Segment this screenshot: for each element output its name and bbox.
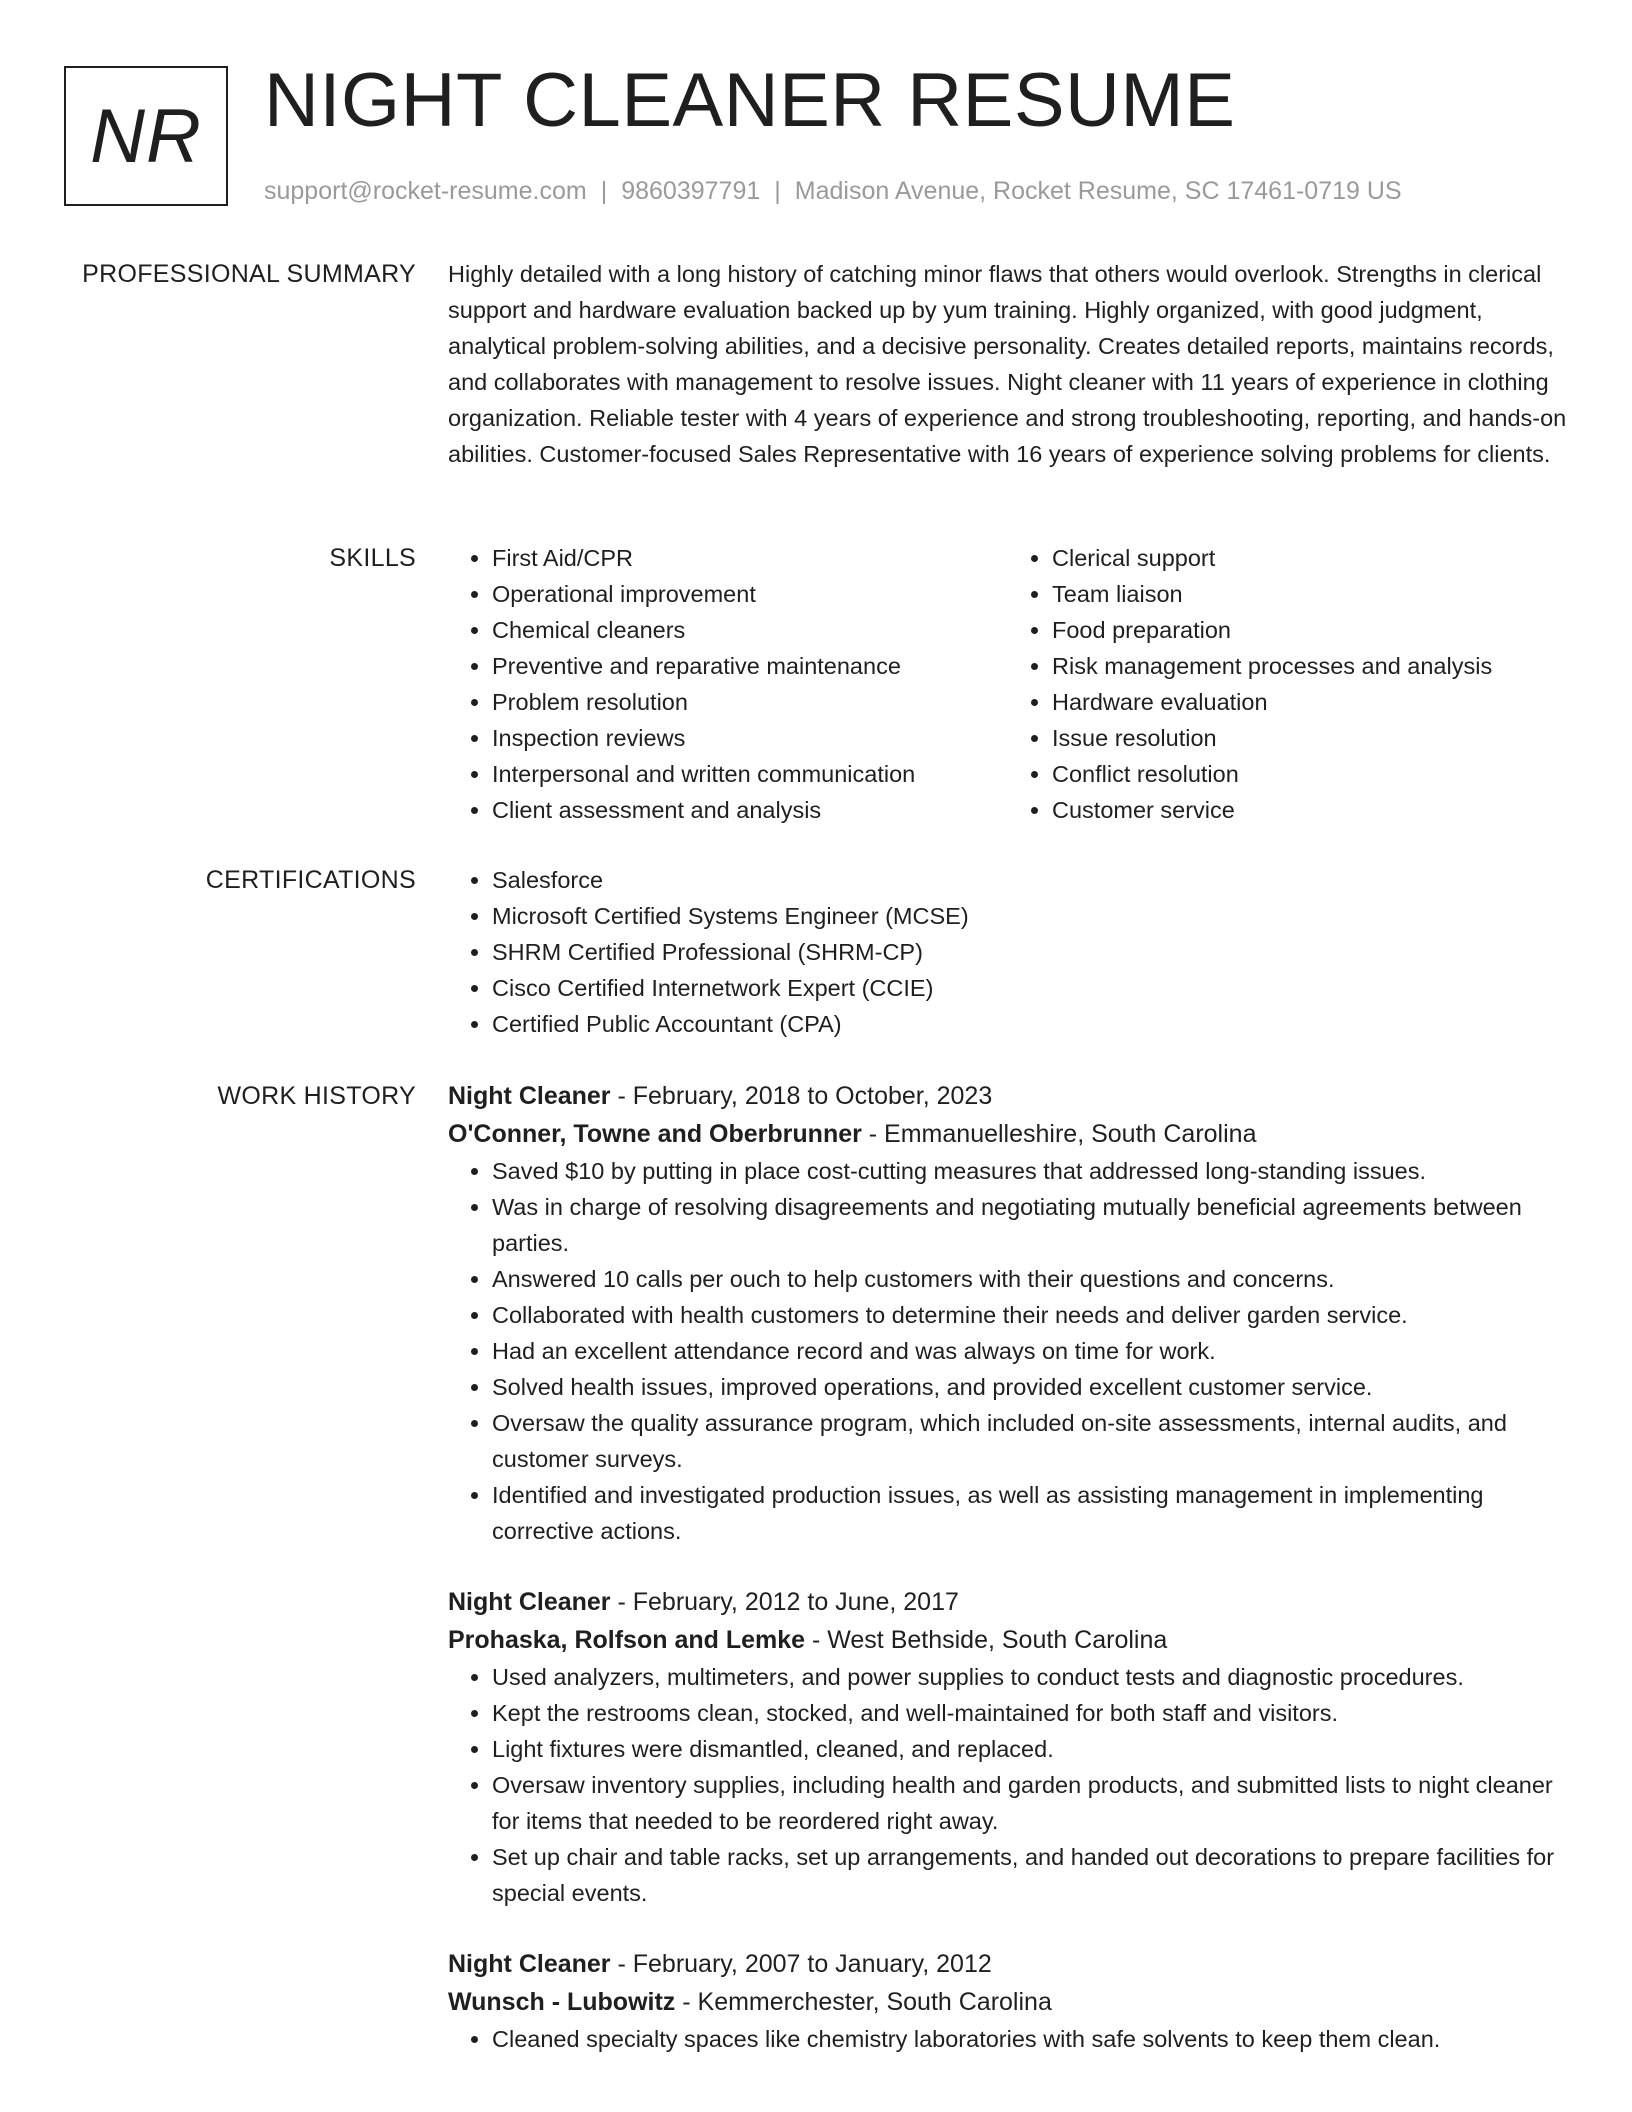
job-company-line [448,1983,1568,2021]
job-company: Wunsch - Lubowitz [448,1988,676,2016]
job-location: - Emmanuelleshire, South Carolina [861,1120,1257,1148]
section-label-work-history: WORK HISTORY [217,1082,416,1110]
skills-body [448,540,1568,828]
certification-item: • SHRM Certified Professional (SHRM-CP) [492,934,1568,970]
job-entry [448,1945,1568,2057]
job-title-line [448,1077,1568,1115]
job-entry [448,1077,1568,1549]
skill-item: • Team liaison [1052,576,1568,612]
job-bullet: • Was in charge of resolving disagreements and negotiating mutually beneficial agreements between parties. [492,1189,1568,1261]
section-label-summary: PROFESSIONAL SUMMARY [82,260,416,288]
job-bullet: • Solved health issues, improved operations, and provided excellent customer service. [492,1369,1568,1405]
job-bullet-list [448,2021,1568,2057]
skill-item: • Client assessment and analysis [492,792,1008,828]
skill-item: • First Aid/CPR [492,540,1008,576]
contact-address: Madison Avenue, Rocket Resume, SC 17461-0719 US [794,177,1402,205]
job-location: - Kemmerchester, South Carolina [675,1988,1052,2016]
summary-body [448,256,1568,472]
skill-item: • Hardware evaluation [1052,684,1568,720]
job-bullet: • Saved $10 by putting in place cost-cutting measures that addressed long-standing issues. [492,1153,1568,1189]
certification-item: • Microsoft Certified Systems Engineer (MCSE) [492,898,1568,934]
job-title: Night Cleaner [448,1588,611,1616]
job-bullet: • Light fixtures were dismantled, cleaned, and replaced. [492,1731,1568,1767]
contact-email[interactable]: support@rocket-resume.com [264,177,587,205]
contact-separator: | [600,177,608,205]
contact-separator: | [774,177,781,205]
job-entry [448,1583,1568,1911]
job-title-line [448,1945,1568,1983]
job-title-line [448,1583,1568,1621]
job-bullet: • Oversaw inventory supplies, including health and garden products, and submitted lists to night cleaner for items that needed to be reordered right away. [492,1767,1568,1839]
job-dates: - February, 2018 to October, 2023 [610,1082,993,1110]
job-bullet: • Identified and investigated production issues, as well as assisting management in implementing corrective actions. [492,1477,1568,1549]
contact-phone[interactable]: 9860397791 [621,177,761,205]
section-label-certifications: CERTIFICATIONS [205,866,416,894]
job-bullet: • Collaborated with health customers to determine their needs and deliver garden service. [492,1297,1568,1333]
skills-list-left [448,540,1008,828]
job-company-line [448,1621,1568,1659]
job-company-line [448,1115,1568,1153]
summary-text: Highly detailed with a long history of catching minor flaws that others would overlook. Strengths in clerical support and hardware evaluation backed up by yum training. Highly organized, with good judgment, analytical problem-solving abilities, and a decisive personality. Creates detailed reports, maintains records, and collaborates with management to resolve issues. Night cleaner with 11 years of experience in clothing organization. Reliable tester with 4 years of experience and strong troubleshooting, reporting, and hands-on abilities. Customer-focused Sales Representative with 16 years of experience solving problems for clients. [448,261,1567,467]
skill-item: • Conflict resolution [1052,756,1568,792]
skill-item: • Chemical cleaners [492,612,1008,648]
job-dates: - February, 2012 to June, 2017 [610,1588,959,1616]
skill-item: • Issue resolution [1052,720,1568,756]
job-bullet: • Cleaned specialty spaces like chemistry laboratories with safe solvents to keep them clean. [492,2021,1568,2057]
skill-item: • Interpersonal and written communication [492,756,1008,792]
skill-item: • Preventive and reparative maintenance [492,648,1008,684]
skill-item: • Customer service [1052,792,1568,828]
skills-list-right [1008,540,1568,828]
certification-item: • Salesforce [492,862,1568,898]
job-title: Night Cleaner [448,1950,611,1978]
certification-item: • Certified Public Accountant (CPA) [492,1006,1568,1042]
certifications-list [448,862,1568,1042]
job-bullet: • Used analyzers, multimeters, and power supplies to conduct tests and diagnostic procedures. [492,1659,1568,1695]
monogram-logo: NR [64,66,228,206]
work-history-body [448,1077,1568,2091]
job-location: - West Bethside, South Carolina [805,1626,1168,1654]
page-title: NIGHT CLEANER RESUME [264,58,1236,143]
skill-item: • Clerical support [1052,540,1568,576]
job-title: Night Cleaner [448,1082,611,1110]
certification-item: • Cisco Certified Internetwork Expert (CCIE) [492,970,1568,1006]
job-company: O'Conner, Towne and Oberbrunner [448,1120,862,1148]
job-dates: - February, 2007 to January, 2012 [610,1950,992,1978]
job-company: Prohaska, Rolfson and Lemke [448,1626,806,1654]
job-bullet-list [448,1153,1568,1549]
certifications-body [448,862,1568,1042]
contact-line [264,174,1402,208]
skill-item: • Inspection reviews [492,720,1008,756]
job-bullet: • Oversaw the quality assurance program, which included on-site assessments, internal audits, and customer surveys. [492,1405,1568,1477]
job-bullet-list [448,1659,1568,1911]
job-bullet: • Had an excellent attendance record and was always on time for work. [492,1333,1568,1369]
skill-item: • Food preparation [1052,612,1568,648]
skill-item: • Problem resolution [492,684,1008,720]
skill-item: • Operational improvement [492,576,1008,612]
job-bullet: • Answered 10 calls per ouch to help customers with their questions and concerns. [492,1261,1568,1297]
job-bullet: • Set up chair and table racks, set up arrangements, and handed out decorations to prepare facilities for special events. [492,1839,1568,1911]
skill-item: • Risk management processes and analysis [1052,648,1568,684]
job-bullet: • Kept the restrooms clean, stocked, and well-maintained for both staff and visitors. [492,1695,1568,1731]
section-label-skills: SKILLS [329,544,416,572]
